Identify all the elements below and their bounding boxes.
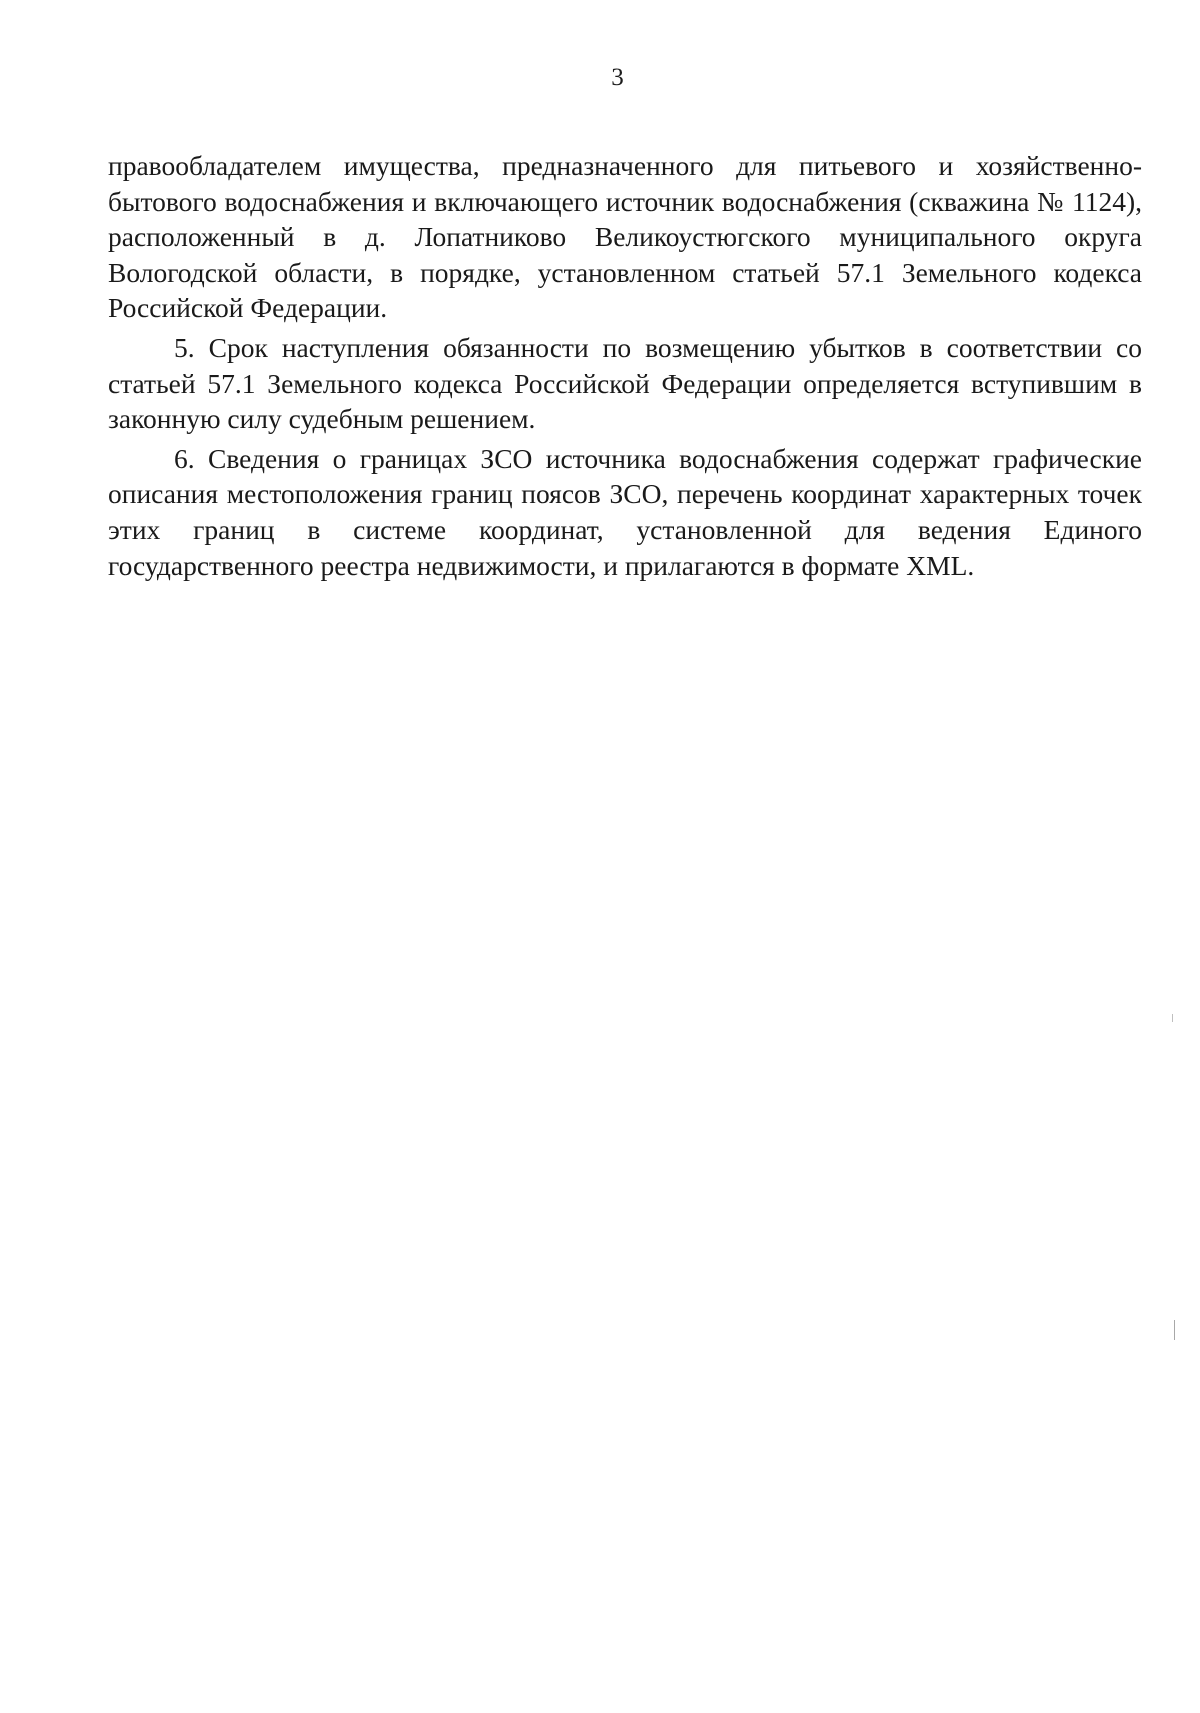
document-body	[108, 148, 1142, 587]
scan-artifact-mark	[1172, 1014, 1173, 1022]
paragraph-continuation: правообладателем имущества, предназначенного для питьевого и хозяйственно-бытового водоснабжения и включающего источник водоснабжения (скважина № 1124), расположенный в д. Лопатниково Великоустюгского муниципального округа Вологодской области, в порядке, установленном статьей 57.1 Земельного кодекса Российской Федерации.	[108, 150, 1142, 324]
scan-artifact-mark	[1174, 1320, 1175, 1340]
paragraph-item-5: 5. Срок наступления обязанности по возмещению убытков в соответствии со статьей 57.1 Земельного кодекса Российской Федерации определяется вступившим в законную силу судебным решением.	[108, 331, 1142, 435]
page-number: 3	[611, 64, 624, 91]
paragraph-item-6: 6. Сведения о границах ЗСО источника водоснабжения содержат графические описания местоположения границ поясов ЗСО, перечень координат характерных точек этих границ в системе координат, установленной для ведения Единого государственного реестра недвижимости, и прилагаются в формате XML.	[108, 442, 1142, 581]
